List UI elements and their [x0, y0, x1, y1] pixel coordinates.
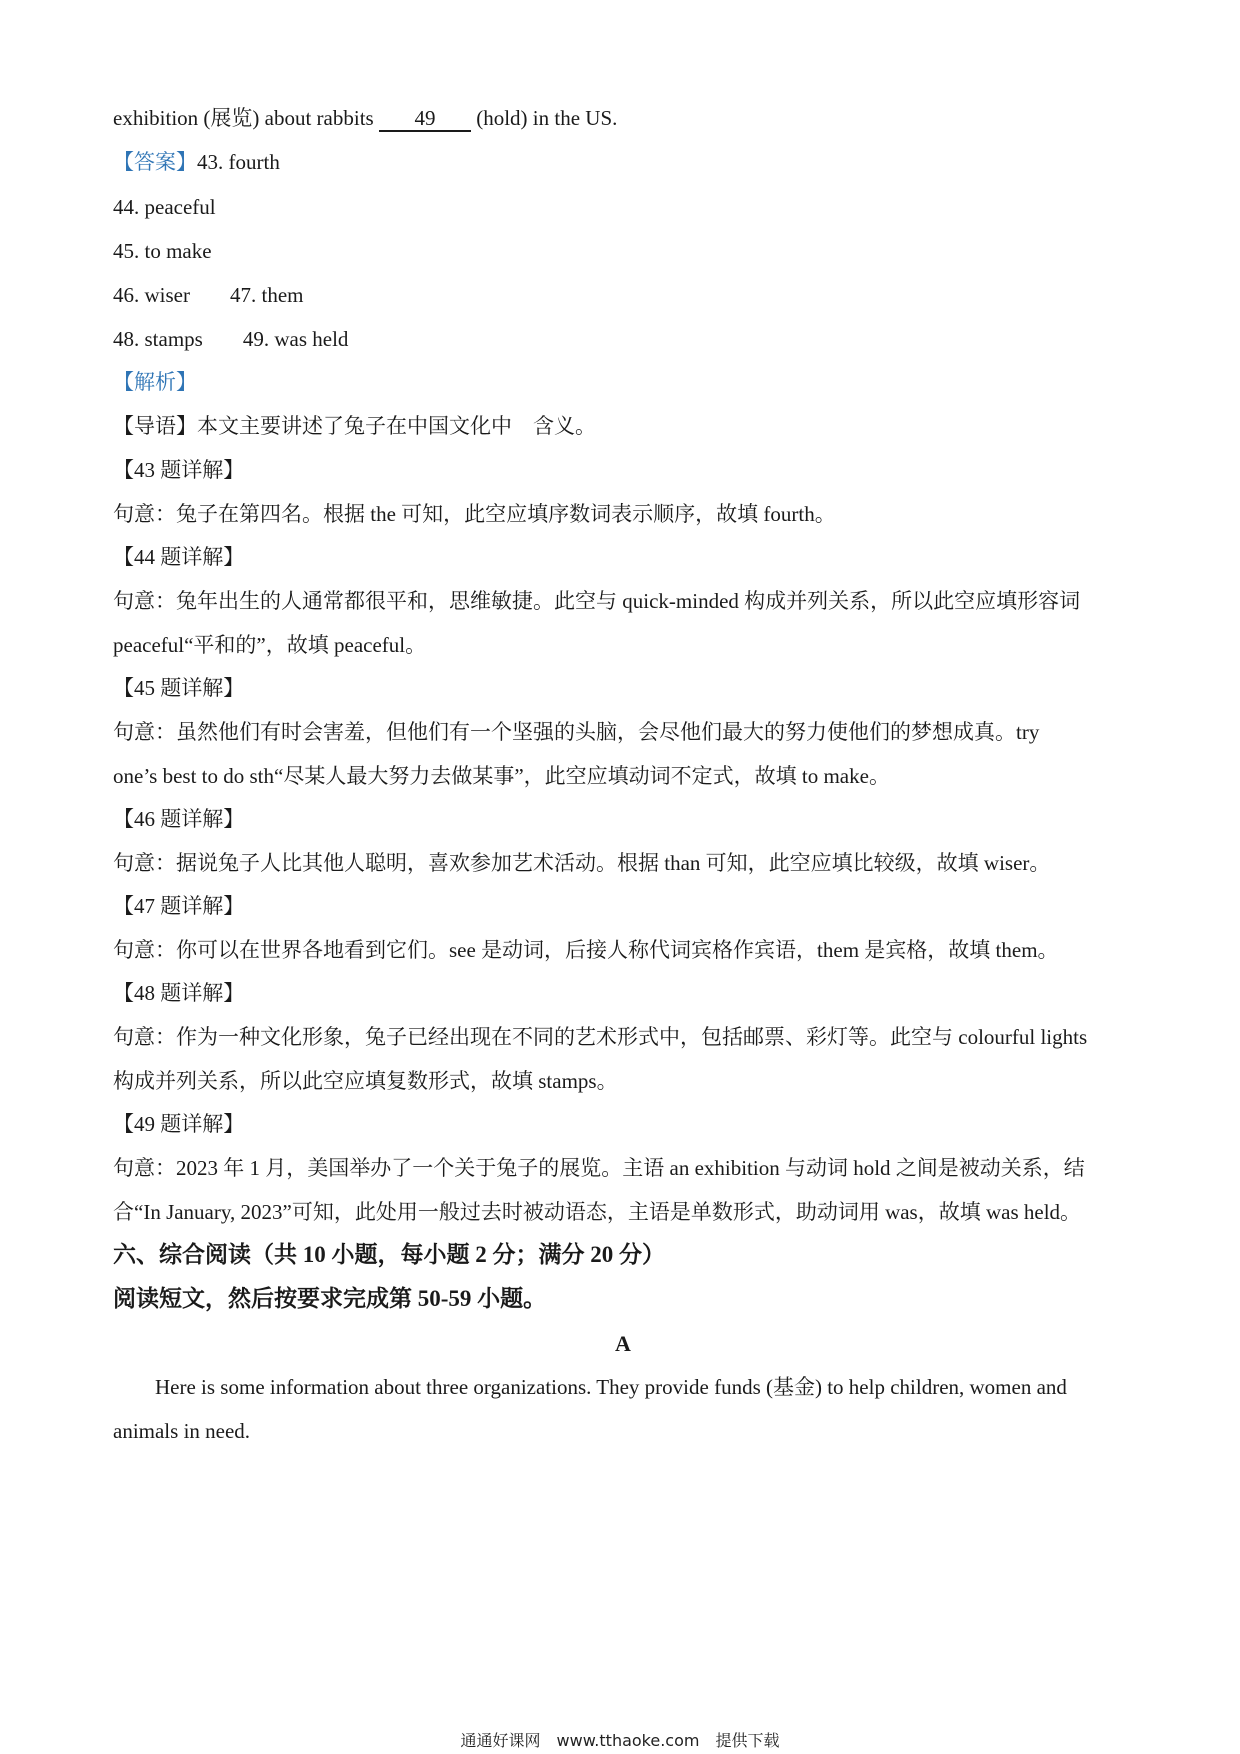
answer-label: 【答案】: [113, 150, 197, 174]
detail-text-45-line2: one’s best to do sth“尽某人最大努力去做某事”，此空应填动词不定式，故填 to make。: [113, 764, 890, 788]
detail-text-47: 句意：你可以在世界各地看到它们。see 是动词，后接人称代词宾格作宾语，them 是宾格，故填 them。: [113, 938, 1059, 962]
detail-text-48-line1: 句意：作为一种文化形象，兔子已经出现在不同的艺术形式中，包括邮票、彩灯等。此空与 colourful lights: [113, 1025, 1088, 1049]
detail-text-46: 句意：据说兔子人比其他人聪明，喜欢参加艺术活动。根据 than 可知，此空应填比较级，故填 wiser。: [113, 851, 1051, 875]
detail-heading-45: 【45 题详解】: [113, 676, 245, 700]
answer-48: 48. stamps: [113, 327, 203, 351]
detail-heading-48: 【48 题详解】: [113, 981, 245, 1005]
analysis-label: 【解析】: [113, 370, 197, 394]
sentence-start: exhibition (展览) about rabbits: [113, 106, 379, 130]
answer-48-49: [113, 324, 348, 354]
answer-46-47: [113, 280, 304, 310]
answer-45: 45. to make: [113, 239, 212, 263]
section-title: 六、综合阅读（共 10 小题，每小题 2 分；满分 20 分）: [113, 1242, 665, 1267]
answer-47: 47. them: [230, 283, 304, 307]
answer-49: 49. was held: [242, 327, 349, 351]
detail-text-44-line2: peaceful“平和的”，故填 peaceful。: [113, 633, 427, 657]
detail-heading-47: 【47 题详解】: [113, 894, 245, 918]
answer-44: 44. peaceful: [113, 195, 216, 219]
detail-heading-44: 【44 题详解】: [113, 545, 245, 569]
part-label: A: [615, 1331, 631, 1356]
intro-line: [113, 411, 596, 441]
detail-text-44-line1: 句意：兔年出生的人通常都很平和，思维敏捷。此空与 quick-minded 构成并列关系，所以此空应填形容词: [113, 589, 1081, 613]
detail-text-48-line2: 构成并列关系，所以此空应填复数形式，故填 stamps。: [113, 1069, 618, 1093]
passage-line2: animals in need.: [113, 1419, 251, 1443]
sentence-end: (hold) in the US.: [470, 106, 618, 130]
answer-46: 46. wiser: [113, 283, 190, 307]
detail-heading-43: 【43 题详解】: [113, 458, 245, 482]
page-footer: 通通好课网 www.tthaoke.com 提供下载: [460, 1731, 780, 1750]
detail-heading-46: 【46 题详解】: [113, 807, 245, 831]
intro-label: 【导语】: [113, 414, 197, 438]
section-instruction: 阅读短文，然后按要求完成第 50-59 小题。: [113, 1286, 547, 1311]
answer-43: 43. fourth: [197, 150, 280, 174]
blank-49: 49: [379, 106, 471, 132]
detail-text-45-line1: 句意：虽然他们有时会害羞，但他们有一个坚强的头脑，会尽他们最大的努力使他们的梦想成真。try: [113, 720, 1040, 744]
detail-text-43: 句意：兔子在第四名。根据 the 可知，此空应填序数词表示顺序，故填 fourth。: [113, 502, 836, 526]
intro-text: 本文主要讲述了兔子在中国文化中 含义。: [197, 414, 596, 438]
answer-line: [113, 147, 280, 177]
detail-text-49-line2: 合“In January, 2023”可知，此处用一般过去时被动语态，主语是单数形式，助动词用 was，故填 was held。: [113, 1200, 1082, 1224]
passage-line1: Here is some information about three organizations. They provide funds (基金) to help children, women and: [155, 1375, 1067, 1399]
detail-heading-49: 【49 题详解】: [113, 1112, 245, 1136]
question-49-sentence: [113, 103, 617, 133]
detail-text-49-line1: 句意：2023 年 1 月，美国举办了一个关于兔子的展览。主语 an exhibition 与动词 hold 之间是被动关系，结: [113, 1156, 1085, 1180]
